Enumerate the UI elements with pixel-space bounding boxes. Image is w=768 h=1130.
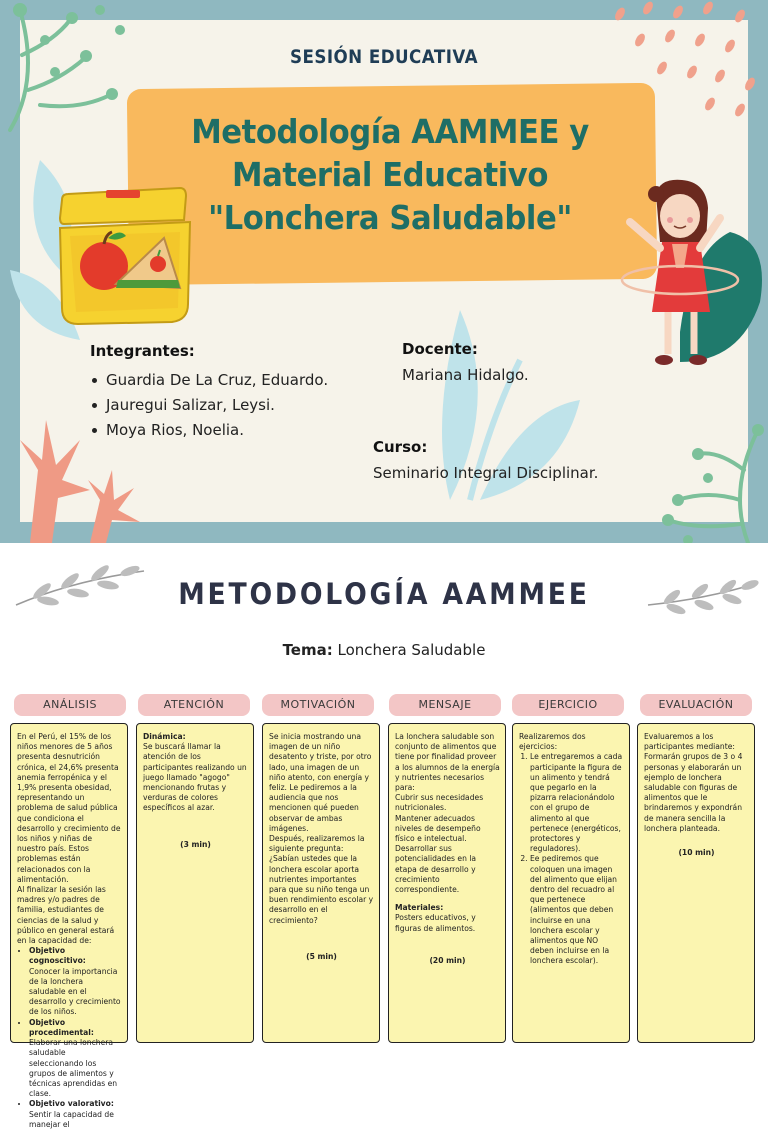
column-heading-motivacion: MOTIVACIÓN [262,694,374,716]
motivacion-text-2: Después, realizaremos la siguiente pregunta: ¿Sabían ustedes que la lonchera escolar aporta nutrientes importantes para que su niño tenga un buen rendimiento escolar y desarrollo en el crecimiento? [269,834,374,925]
objective-label: Objetivo valorativo: [29,1099,114,1109]
column-heading-mensaje: MENSAJE [389,694,501,716]
curso-block [373,438,673,482]
ejercicio-intro: Realizaremos dos ejercicios: [519,732,586,752]
column-heading-ejercicio: EJERCICIO [512,694,624,716]
evaluacion-time: (10 min) [678,848,715,858]
docente-value: Mariana Hidalgo. [402,366,529,384]
cover-title-line: "Lonchera Saludable" [208,198,572,237]
atencion-label: Dinámica: [143,732,186,741]
objective-text: Sentir la capacidad de manejar el [29,1109,114,1129]
column-box-evaluacion [637,723,755,1043]
evaluacion-text: Evaluaremos a los participantes mediante: Formarán grupos de 3 o 4 personas y elaborarán un ejemplo de lonchera saludable con figuras de alimentos que le brindaremos y expondrán de manera sencilla la lonchera planteada. [644,732,743,833]
objective-label: Objetivo cognoscitivo: [29,946,86,966]
motivacion-text-1: Se inicia mostrando una imagen de un niño desatento y triste, por otro lado, una imagen de un niño atento, con energía y feliz. Le pediremos a la audiencia que nos mencionen qué pueden observar de ambas imágenes. [269,732,372,833]
tema-line [0,641,768,659]
mensaje-time: (20 min) [429,955,466,965]
list-item [29,946,122,1017]
cover-slide [0,0,768,543]
decorative-branch-top-left-icon [0,0,140,140]
tema-value: Lonchera Saludable [337,641,486,659]
atencion-text: Se buscará llamar la atención de los participantes realizando un juego llamado "agogo" mencionando frutas y verduras de colores específicos al azar. [143,742,247,813]
integrantes-block [90,342,390,443]
list-item [29,1099,122,1130]
analisis-objectives [29,946,122,1130]
column-heading-atencion: ATENCIÓN [138,694,250,716]
methodology-slide [0,543,768,1129]
list-item: Guardia De La Cruz, Eduardo. [90,368,390,393]
curso-value: Seminario Integral Disciplinar. [373,464,599,482]
objective-text: Conocer la importancia de la lonchera saludable en el desarrollo y crecimiento de los niños. [29,966,121,1017]
column-heading-evaluacion: EVALUACIÓN [640,694,752,716]
session-header: SESIÓN EDUCATIVA [290,46,478,68]
curso-label: Curso: [373,438,428,456]
column-box-mensaje [388,723,506,1043]
docente-block [402,340,622,384]
motivacion-time: (5 min) [306,951,337,961]
column-box-atencion [136,723,254,1043]
cover-title-line: Metodología AAMMEE y [191,112,589,151]
objective-label: Objetivo procedimental: [29,1017,94,1037]
column-box-analisis [10,723,128,1129]
mensaje-text-4: Desarrollar sus potencialidades en la etapa de desarrollo y crecimiento correspondiente. [395,844,477,895]
mensaje-materials-text: Posters educativos, y figuras de alimentos. [395,913,476,933]
docente-label: Docente: [402,340,478,358]
atencion-time: (3 min) [180,839,211,849]
ejercicio-list [530,752,624,966]
mensaje-materials-label: Materiales: [395,903,444,913]
integrantes-label: Integrantes: [90,342,195,360]
methodology-title: METODOLOGÍA AAMMEE [178,577,590,611]
analisis-paragraph: Al finalizar la sesión las madres y/o padres de familia, estudiantes de ciencias de la salud y público en general estará en la capacidad de: [17,885,115,946]
mensaje-text-2: Cubrir sus necesidades nutricionales. [395,793,484,813]
analisis-intro: En el Perú, el 15% de los niños menores de 5 años presenta desnutrición crónica, el 24,6% presenta anemia ferropénica y el 1,9% presenta obesidad, representando un problema de salud pública que condiciona el desarrollo y crecimiento de los niños y niñas de nuestro país. Estos problemas están relacionados con la alimentación. [17,732,121,884]
mensaje-text-3: Mantener adecuados niveles de desempeño físico e intelectual. [395,813,481,844]
list-item: 2. Ee pediremos que coloquen una imagen del alimento que elijan dentro del recuadro al que pertenece (alimentos que deben incluirse en una lonchera escolar y alimentos que NO deben incluirse en la lonchera escolar). [530,854,624,966]
list-item: 1. Le entregaremos a cada participante la figura de un alimento y tendrá que pegarlo en la pizarra relacionándolo con el grupo de alimento al que pertenece (energéticos, protectores y reguladores). [530,752,624,854]
objective-text: Elaborar una lonchera saludable seleccionando los grupos de alimentos y técnicas aprendidas en clase. [29,1038,118,1099]
mensaje-text-1: La lonchera saludable son conjunto de alimentos que tiene por finalidad proveer a los alumnos de la energía y nutrientes necesarios para: [395,732,500,793]
integrantes-list [90,368,390,443]
column-box-motivacion [262,723,380,1043]
lunchbox-illustration-icon [54,184,204,329]
cover-title-line: Material Educativo [232,155,548,194]
column-box-ejercicio [512,723,630,1043]
list-item: Moya Rios, Noelia. [90,418,390,443]
column-heading-analisis: ANÁLISIS [14,694,126,716]
list-item [29,1018,122,1100]
list-item: Jauregui Salizar, Leysi. [90,393,390,418]
tema-label: Tema: [282,641,333,659]
